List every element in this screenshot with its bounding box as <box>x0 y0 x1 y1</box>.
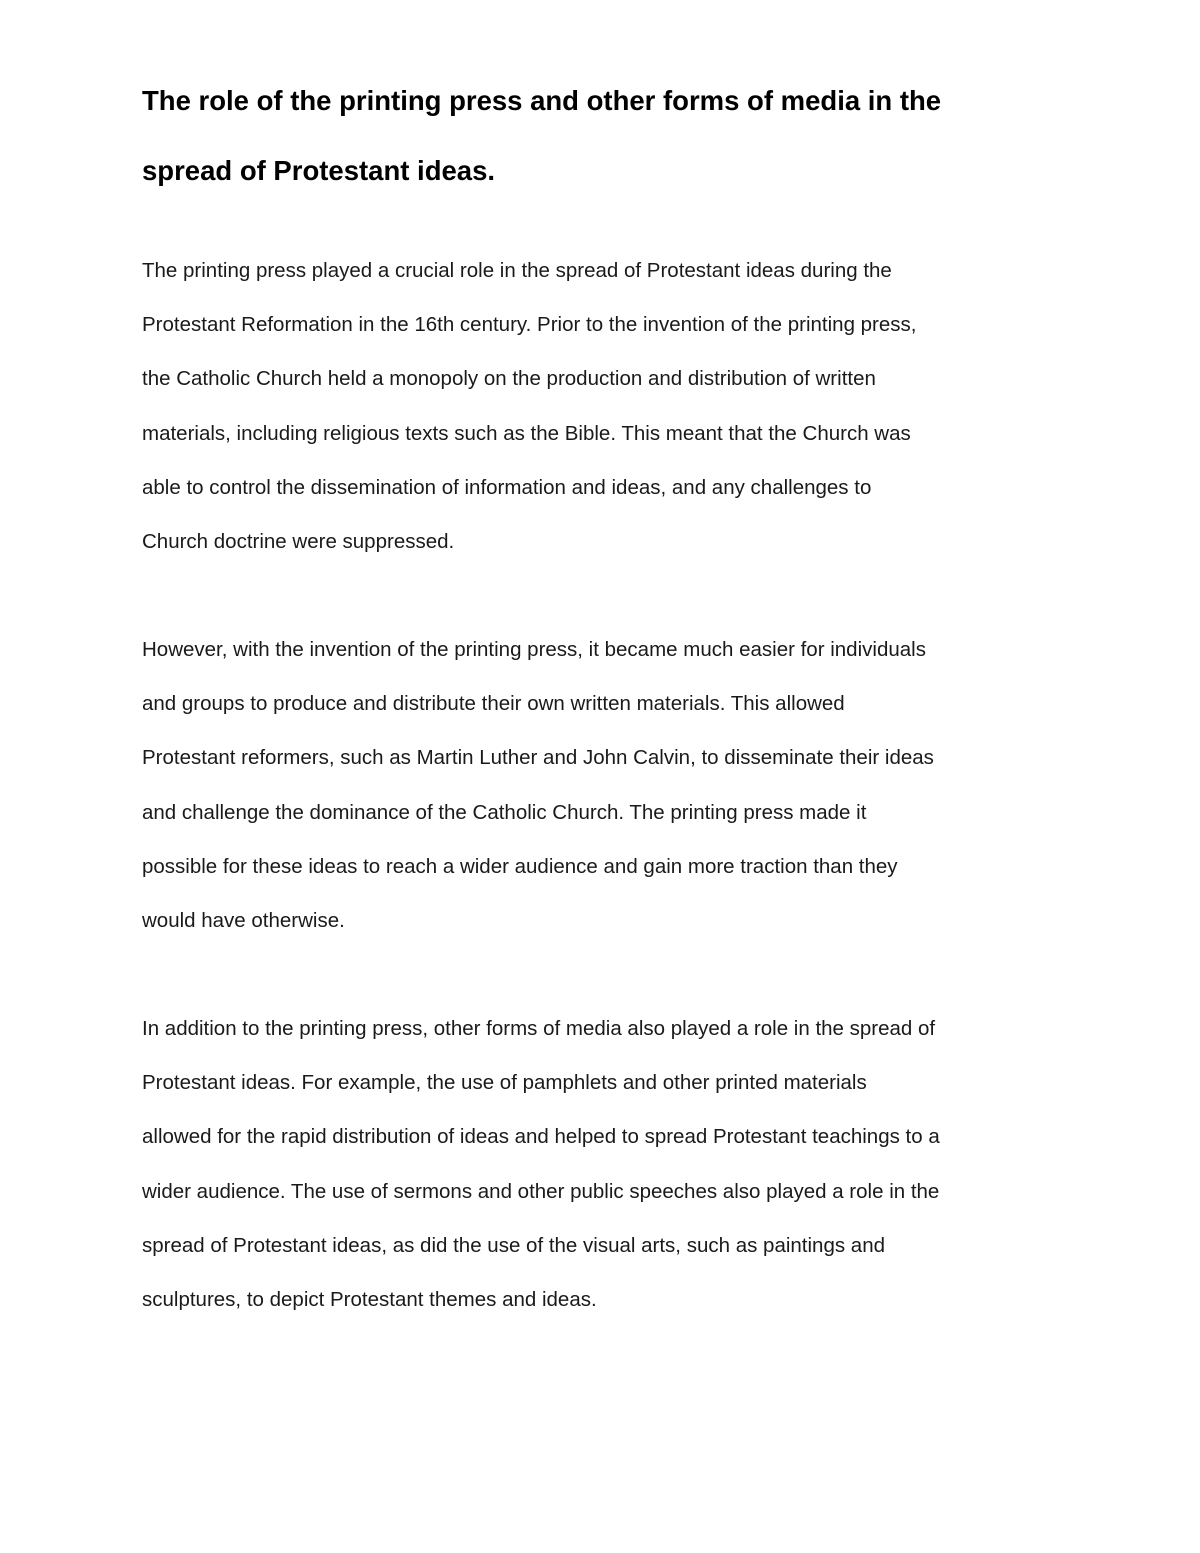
paragraph-line: would have otherwise. <box>142 909 345 933</box>
paragraph-line: However, with the invention of the printing press, it became much easier for individuals <box>142 638 926 661</box>
paragraph-line: The printing press played a crucial role in the spread of Protestant ideas during the <box>142 259 892 282</box>
paragraph-line: sculptures, to depict Protestant themes and ideas. <box>142 1288 597 1312</box>
paragraph-line: Church doctrine were suppressed. <box>142 530 455 554</box>
paragraph-line: materials, including religious texts such as the Bible. This meant that the Church was <box>142 421 911 445</box>
title-line: spread of Protestant ideas. <box>142 155 496 186</box>
paragraph-line: Protestant Reformation in the 16th century. Prior to the invention of the printing press, <box>142 313 917 337</box>
paragraph-line: Protestant reformers, such as Martin Luther and John Calvin, to disseminate their ideas <box>142 746 934 770</box>
paragraph-line: and groups to produce and distribute their own written materials. This allowed <box>142 692 845 716</box>
paragraph-line: allowed for the rapid distribution of ideas and helped to spread Protestant teachings to a <box>142 1125 940 1149</box>
paragraph-line: spread of Protestant ideas, as did the use of the visual arts, such as paintings and <box>142 1233 886 1257</box>
paragraph-line: possible for these ideas to reach a wider audience and gain more traction than they <box>142 854 898 878</box>
paragraph-line: In addition to the printing press, other forms of media also played a role in the spread of <box>142 1017 936 1040</box>
paragraph-line: the Catholic Church held a monopoly on the production and distribution of written <box>142 367 876 391</box>
paragraph-line: Protestant ideas. For example, the use of pamphlets and other printed materials <box>142 1071 867 1095</box>
document-title <box>142 66 1082 206</box>
paragraph-line: and challenge the dominance of the Catholic Church. The printing press made it <box>142 800 867 824</box>
body-paragraph-2 <box>142 623 1082 948</box>
paragraph-line: wider audience. The use of sermons and other public speeches also played a role in the <box>142 1179 940 1203</box>
body-paragraph-1 <box>142 244 1082 569</box>
title-line: The role of the printing press and other forms of media in the <box>142 85 942 116</box>
paragraph-line: able to control the dissemination of information and ideas, and any challenges to <box>142 475 872 499</box>
body-paragraph-3 <box>142 1002 1082 1327</box>
